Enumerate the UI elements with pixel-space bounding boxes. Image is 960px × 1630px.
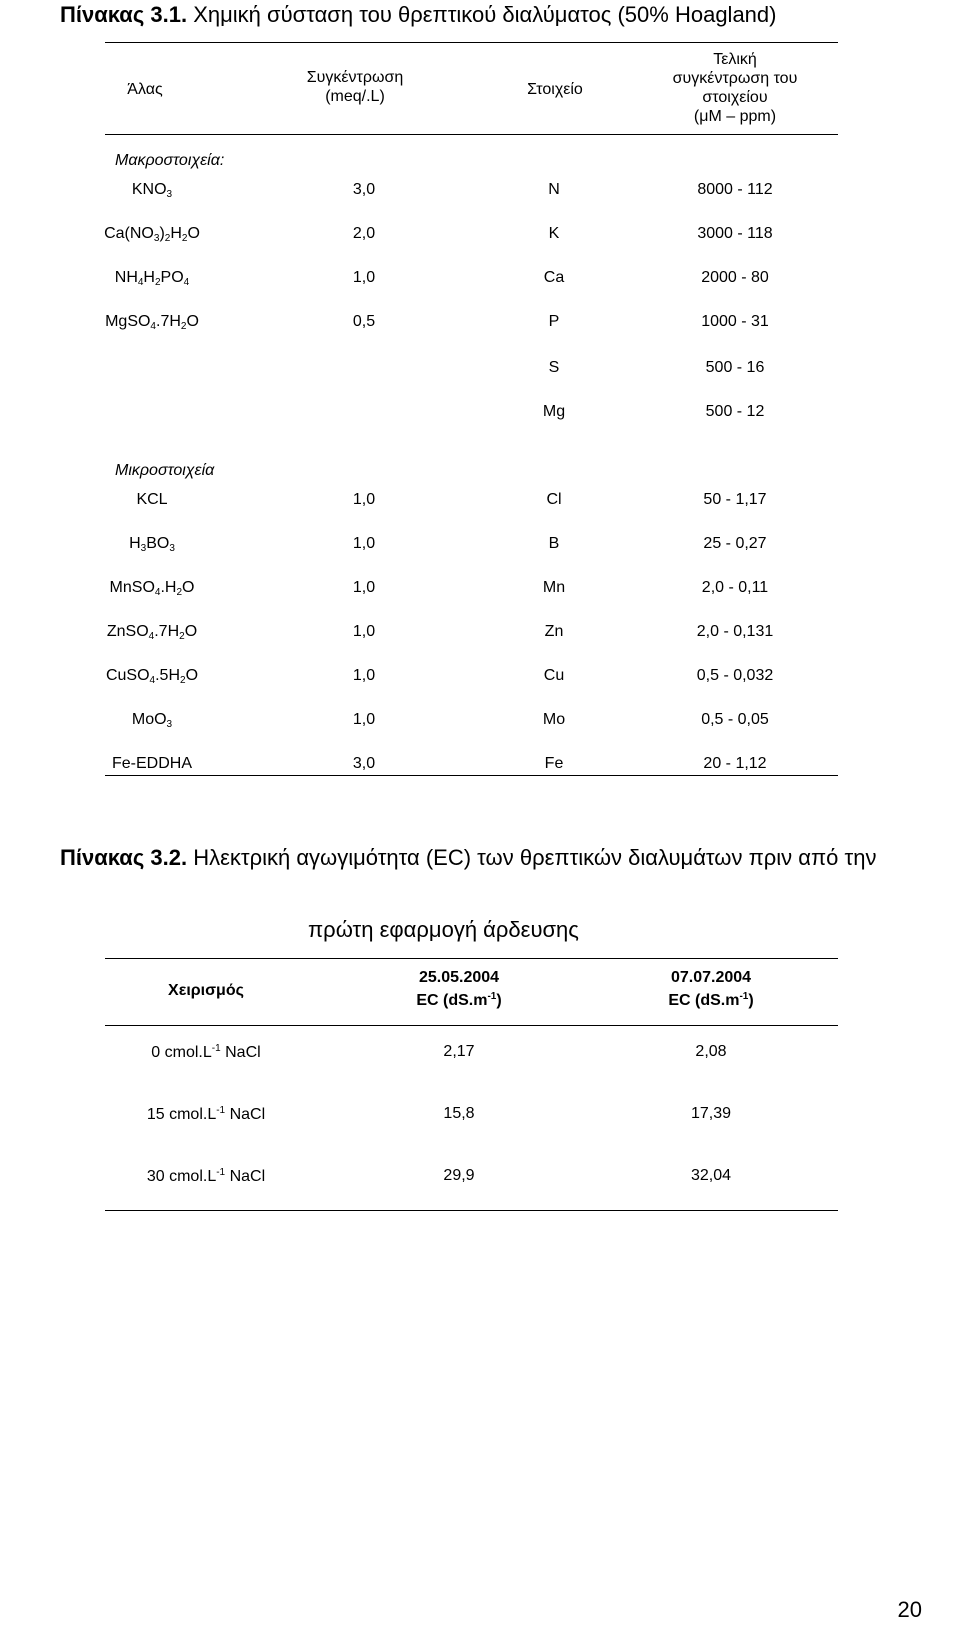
table1-cell-element: Mn (542, 579, 566, 596)
header-line: (meq/.L) (325, 88, 385, 105)
table1-cell-conc: 1,0 (352, 491, 376, 508)
table1-cell-final: 1000 - 31 (701, 313, 769, 330)
table1-title-number: Πίνακας 3.1. (60, 2, 188, 27)
header-date: 07.07.2004 (670, 969, 752, 986)
table2-cell-v1: 15,8 (443, 1105, 475, 1122)
header-unit: EC $(dS.m^{-1})$ (668, 991, 754, 1009)
table2-cell-treatment: 15 $cmol.L^{-1}$ NaCl (146, 1105, 266, 1123)
table1-header-final (673, 50, 798, 126)
table2-top-rule (105, 958, 838, 959)
table1-cell-salt: Fe-EDDHA (111, 755, 193, 772)
table2-cell-treatment: 30 $cmol.L^{-1}$ NaCl (146, 1167, 266, 1185)
table2-cell-v1: 29,9 (443, 1167, 475, 1184)
header-date: 25.05.2004 (418, 969, 500, 986)
table1-cell-conc: 2,0 (352, 225, 376, 242)
table1-header-salt: Άλας (127, 81, 163, 98)
table2-header-date1 (416, 968, 501, 1010)
table1-cell-conc: 3,0 (352, 755, 376, 772)
table1-cell-salt: $Ca(NO_3)_2H_2O$ (104, 225, 200, 244)
table1-cell-element: Fe (544, 755, 564, 772)
table1-cell-element: N (548, 181, 560, 198)
table1-cell-conc: 0,5 (352, 313, 376, 330)
table2-bottom-rule (105, 1210, 838, 1211)
header-line: (μM – ppm) (693, 108, 777, 125)
table1-cell-element: S (548, 359, 560, 376)
table1-cell-conc: 1,0 (352, 579, 376, 596)
table1-cell-element: Mg (542, 403, 566, 420)
table2-title-number: Πίνακας 3.2. (60, 845, 188, 870)
table1-cell-element: K (548, 225, 560, 242)
table2-header-rule (105, 1025, 838, 1026)
table1-cell-element: Mo (542, 711, 566, 728)
table1-cell-salt: $NH_4H_2PO_4$ (114, 269, 190, 288)
table1-cell-element: Zn (544, 623, 564, 640)
table1-cell-final: 2000 - 80 (701, 269, 769, 286)
table1-header-element: Στοιχείο (527, 81, 583, 98)
table1-cell-final: 20 - 1,12 (703, 755, 767, 772)
table1-cell-conc: 1,0 (352, 535, 376, 552)
table1-cell-final: 25 - 0,27 (703, 535, 767, 552)
table1-cell-conc: 1,0 (352, 711, 376, 728)
table2-cell-v2: 32,04 (690, 1167, 732, 1184)
table1-cell-element: Cu (543, 667, 565, 684)
table1-cell-final: 0,5 - 0,032 (696, 667, 774, 684)
table2-title (60, 845, 876, 871)
table2-title-line2: πρώτη εφαρμογή άρδευσης (308, 917, 579, 942)
table1-top-rule (105, 42, 838, 43)
table2-cell-v2: 17,39 (690, 1105, 732, 1122)
table1-cell-conc: 1,0 (352, 623, 376, 640)
table1-cell-salt: $ZnSO_4.7H_2O$ (106, 623, 198, 642)
table1-cell-element: B (548, 535, 560, 552)
table2-cell-v2: 2,08 (695, 1043, 727, 1060)
table1-cell-final: 50 - 1,17 (703, 491, 767, 508)
table2-cell-treatment: 0 $cmol.L^{-1}$ NaCl (151, 1043, 261, 1061)
table1-cell-final: 2,0 - 0,131 (696, 623, 774, 640)
table1-cell-element: Cl (546, 491, 562, 508)
table1-header-rule (105, 134, 838, 135)
table1-cell-salt: $H_3BO_3$ (129, 535, 175, 554)
table1-cell-salt: $MnSO_4.H_2O$ (109, 579, 195, 598)
header-line: Τελική (713, 51, 757, 68)
header-line: Συγκέντρωση (306, 69, 404, 86)
header-line: συγκέντρωση του (672, 70, 798, 87)
table1-cell-conc: 3,0 (352, 181, 376, 198)
table1-title-text: Χημική σύσταση του θρεπτικού διαλύματος (50% Hoagland) (187, 2, 777, 27)
header-line: στοιχείου (702, 89, 768, 106)
table1-cell-final: 0,5 - 0,05 (701, 711, 769, 728)
table2-title-text: Ηλεκτρική αγωγιμότητα (EC) των θρεπτικών διαλυμάτων πριν από την (187, 845, 877, 870)
page-number: 20 (897, 1597, 922, 1622)
table1-cell-final: 500 - 16 (705, 359, 765, 376)
table1-bottom-rule (105, 775, 838, 776)
table1-cell-element: P (548, 313, 560, 330)
table2-cell-v1: 2,17 (443, 1043, 475, 1060)
table1-title (60, 2, 776, 28)
table2-header-treatment: Χειρισμός (168, 982, 244, 999)
table1-cell-salt: $CuSO_4.5H_2O$ (105, 667, 199, 686)
table1-cell-salt: MoO$_3$ (131, 711, 173, 730)
table2-header-date2 (668, 968, 753, 1010)
table1-cell-salt: $KNO_3$ (131, 181, 173, 200)
table1-cell-conc: 1,0 (352, 667, 376, 684)
table1-cell-salt: KCL (136, 491, 168, 508)
table1-cell-final: 2,0 - 0,11 (701, 579, 769, 596)
section-macro-label: Μακροστοιχεία: (115, 152, 225, 169)
table1-cell-salt: $MgSO_4.7H_2O$ (105, 313, 199, 332)
table1-header-concentration (307, 68, 403, 106)
table1-cell-final: 8000 - 112 (697, 181, 773, 198)
section-micro-label: Μικροστοιχεία (115, 462, 215, 479)
table1-cell-final: 3000 - 118 (697, 225, 773, 242)
table1-cell-element: Ca (543, 269, 565, 286)
header-unit: EC $(dS.m^{-1})$ (416, 991, 502, 1009)
table1-cell-conc: 1,0 (352, 269, 376, 286)
table1-cell-final: 500 - 12 (705, 403, 765, 420)
